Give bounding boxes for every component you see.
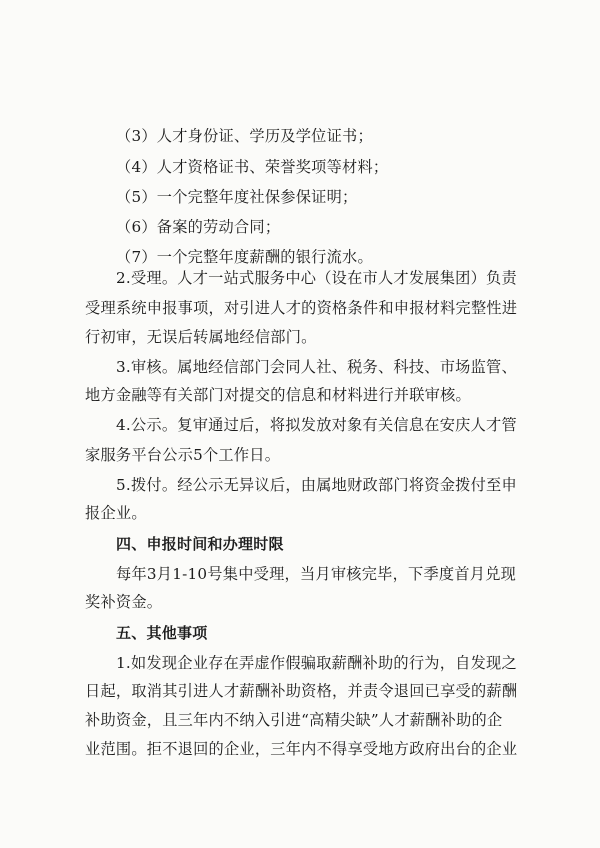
paragraph-line: 2.受理。人才一站式服务中心（设在市人才发展集团）负责 [116,269,517,287]
paragraph-line: 家服务平台公示5个工作日。 [85,446,281,464]
paragraph-line: 1.如发现企业存在弄虚作假骗取薪酬补助的行为，自发现之 [116,654,517,672]
paragraph-line: 补助资金，且三年内不纳入引进“高精尖缺”人才薪酬补助的企 [85,711,503,729]
section-heading: 五、其他事项 [116,624,208,642]
paragraph-line: 每年3月1-10号集中受理，当月审核完毕，下季度首月兑现 [116,565,517,583]
list-item: （4）人才资格证书、荣誉奖项等材料； [116,158,389,176]
paragraph-line: 行初审，无误后转属地经信部门。 [85,328,317,346]
section-heading: 四、申报时间和办理时限 [116,535,284,553]
list-item: （5）一个完整年度社保参保证明； [116,188,358,206]
paragraph-line: 地方金融等有关部门对提交的信息和材料进行并联审核。 [85,386,471,404]
paragraph-line: 受理系统申报事项，对引进人才的资格条件和申报材料完整性进 [85,299,518,317]
list-item: （3）人才身份证、学历及学位证书； [116,127,373,145]
list-item: （7）一个完整年度薪酬的银行流水。 [116,248,373,266]
paragraph-line: 5.拨付。经公示无异议后，由属地财政部门将资金拨付至申 [116,476,517,494]
paragraph-line: 3.审核。属地经信部门会同人社、税务、科技、市场监管、 [116,358,517,376]
list-item: （6）备案的劳动合同； [116,218,281,236]
paragraph-line: 奖补资金。 [85,593,163,611]
paragraph-line: 4.公示。复审通过后，将拟发放对象有关信息在安庆人才管 [116,416,517,434]
paragraph-line: 业范围。拒不退回的企业，三年内不得享受地方政府出台的企业 [85,740,518,758]
paragraph-line: 日起，取消其引进人才薪酬补助资格，并责令退回已享受的薪酬 [85,682,518,700]
paragraph-line: 报企业。 [85,504,147,522]
